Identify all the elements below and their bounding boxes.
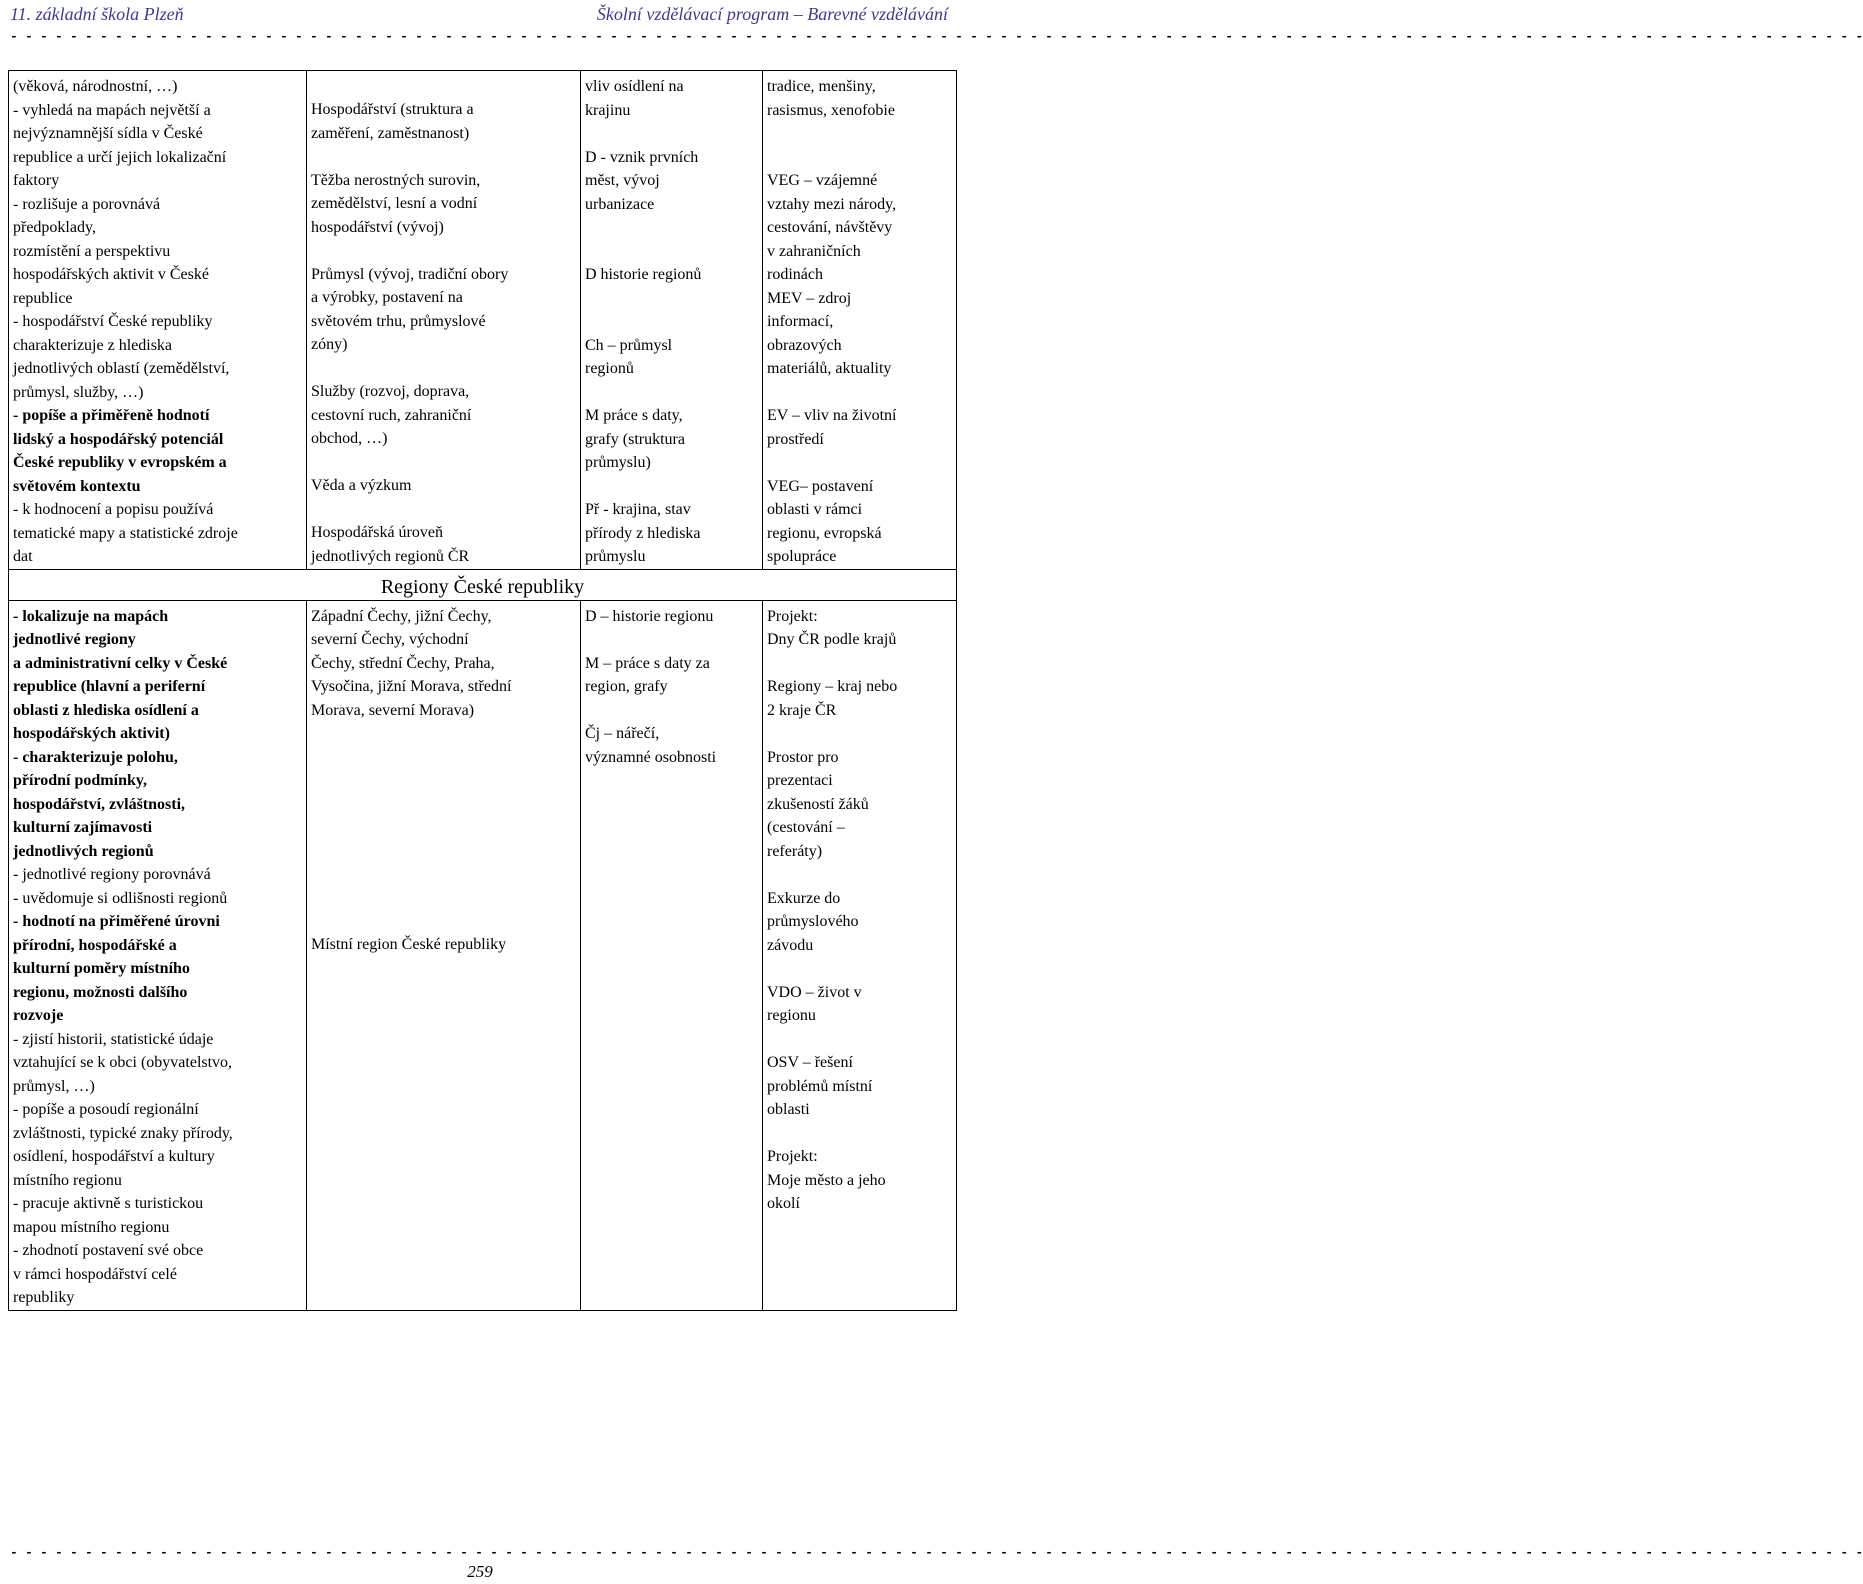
cross-curricular-themes-cell: tradice, menšiny, rasismus, xenofobie VEG – vzájemné vztahy mezi národy, cestování, návštěvy v zahraničních rodinách MEV – zdroj informací, obrazových materiálů, aktuality EV – vliv na životní prostředí VEG– postavení oblasti v rámci regionu, evropská spolupráce (763, 71, 957, 570)
topics-cell: Západní Čechy, jižní Čechy, severní Čechy, východní Čechy, střední Čechy, Praha, Vysočina, jižní Morava, střední Morava, severní Morava) Místní region České republiky (307, 600, 581, 1310)
cross-subject-links-cell: D – historie regionu M – práce s daty za region, grafy Čj – nářečí, významné osobnosti (581, 600, 763, 1310)
table-row (9, 600, 957, 1310)
cross-subject-links-cell: vliv osídlení na krajinu D - vznik prvních měst, vývoj urbanizace D historie regionů Ch – průmysl regionů M práce s daty, grafy (struktura průmyslu) Př - krajina, stav přírody z hlediska průmyslu (581, 71, 763, 570)
section-row (9, 569, 957, 600)
program-name: Školní vzdělávací program – Barevné vzdělávání (596, 4, 948, 24)
page-number: 259 (467, 1562, 493, 1581)
topics-cell: Hospodářství (struktura a zaměření, zaměstnanost) Těžba nerostných surovin, zemědělství, lesní a vodní hospodářství (vývoj) Průmysl (vývoj, tradiční obory a výrobky, postavení na světovém trhu, průmyslové zóny) Služby (rozvoj, doprava, cestovní ruch, zahraniční obchod, …) Věda a výzkum Hospodářská úroveň jednotlivých regionů ČR (307, 71, 581, 570)
curriculum-table (8, 70, 957, 1311)
school-name: 11. základní škola Plzeň (10, 4, 184, 24)
outcomes-cell: - lokalizuje na mapách jednotlivé regiony a administrativní celky v České republice (hlavní a periferní oblasti z hlediska osídlení a hospodářských aktivit) - charakterizuje polohu, přírodní podmínky, hospodářství, zvláštnosti, kulturní zajímavosti jednotlivých regionů - jednotlivé regiony porovnává - uvědomuje si odlišnosti regionů - hodnotí na přiměřené úrovni přírodní, hospodářské a kulturní poměry místního regionu, možnosti dalšího rozvoje - zjistí historii, statistické údaje vztahující se k obci (obyvatelstvo, průmysl, …) - popíše a posoudí regionální zvláštnosti, typické znaky přírody, osídlení, hospodářství a kultury místního regionu - pracuje aktivně s turistickou mapou místního regionu - zhodnotí postavení své obce v rámci hospodářství celé republiky (9, 600, 307, 1310)
footer-rule: - - - - - - - - - - - - - - - - - - - - - - - - - - - - - - - - - - - - - - - - - - - - - - - - - - - - - - - - - - - - - - - - - - - - - - - - - - - - - - - - - - - - - - - - - - - - - - - - - - - - - - - - - - - - - - - - - - - - - - - - - - - - (10, 1545, 1863, 1560)
page-header (10, 2, 948, 28)
table-row (9, 71, 957, 570)
local-region-topic: Místní region České republiky (311, 936, 507, 953)
header-rule: - - - - - - - - - - - - - - - - - - - - - - - - - - - - - - - - - - - - - - - - - - - - - - - - - - - - - - - - - - - - - - - - - - - - - - - - - - - - - - - - - - - - - - - - - - - - - - - - - - - - - - - - - - - - - - - - - - - - - - - - - - - - (10, 29, 1863, 44)
cross-curricular-themes-cell: Projekt: Dny ČR podle krajů Regiony – kraj nebo 2 kraje ČR Prostor pro prezentaci zkušeností žáků (cestování – referáty) Exkurze do průmyslového závodu VDO – život v regionu OSV – řešení problémů místní oblasti Projekt: Moje město a jeho okolí (763, 600, 957, 1310)
section-title: Regiony České republiky (9, 569, 957, 600)
outcomes-cell: (věková, národnostní, …) - vyhledá na mapách největší a nejvýznamnější sídla v České republice a určí jejich lokalizační faktory - rozlišuje a porovnává předpoklady, rozmístění a perspektivu hospodářských aktivit v České republice - hospodářství České republiky charakterizuje z hlediska jednotlivých oblastí (zemědělství, průmysl, služby, …) - popíše a přiměřeně hodnotí lidský a hospodářský potenciál České republiky v evropském a světovém kontextu - k hodnocení a popisu používá tematické mapy a statistické zdroje dat (9, 71, 307, 570)
